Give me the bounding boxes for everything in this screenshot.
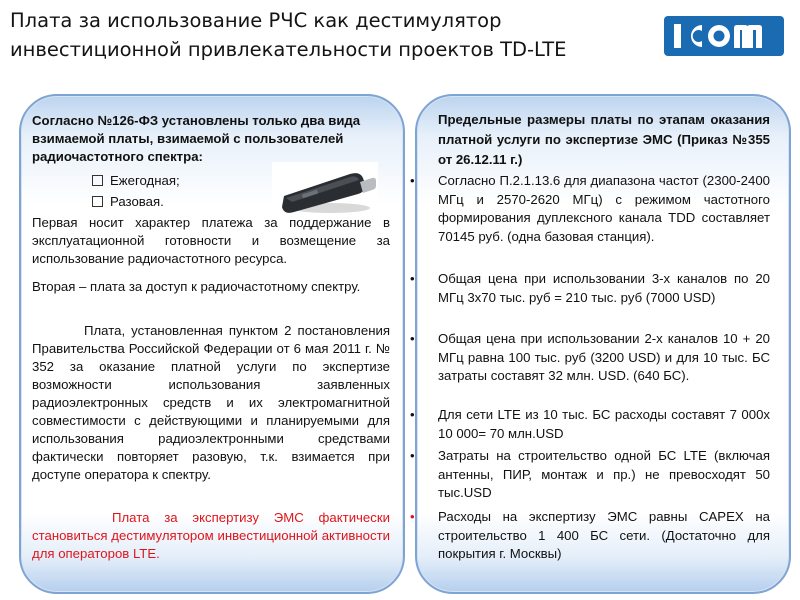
right-bullet-5: • Затраты на строительство одной БС LTE (включая антенны, ПИР, монтаж и пр.) не превосходят 50 тыс.USD [438, 447, 770, 503]
list-item-annual: Ежегодная; [92, 172, 180, 190]
left-intro: Согласно №126-ФЗ установлены только два вида взимаемой платы, взимаемой с пользователей радиочастотного спектра: [32, 113, 361, 164]
right-bullet-3: • Общая цена при использовании 2-х каналов 10 + 20 МГц равна 100 тыс. руб (3200 USD) и для 10 тыс. БС затраты составят 32 млн. USD. (640 БС). [438, 330, 770, 386]
left-paragraph-conclusion: Плата за экспертизу ЭМС фактически становиться дестимулятором инвестиционной активности для операторов LTE. [32, 510, 390, 561]
right-bullet-1: • Согласно П.2.1.13.6 для диапазона частот (2300-2400 МГц и 2570-2620 МГц) с режимом частотного формирования дуплексного канала TDD составляет 70145 руб. (одна базовая станция). [438, 172, 770, 246]
right-bullet-2: • Общая цена при использовании 3-х каналов по 20 МГц 3x70 тыс. руб = 210 тыс. руб (7000 USD) [438, 270, 770, 307]
right-bullet-6: • Расходы на экспертизу ЭМС равны CAPEX на строительство 1 400 БС сети. (Достаточно для покрытия г. Москвы) [438, 508, 770, 564]
slide-title [10, 6, 650, 64]
icom-logo [664, 16, 784, 56]
right-heading: Предельные размеры платы по этапам оказания платной услуги по экспертизе ЭМС (Приказ №355 от 26.12.11 г.) [438, 112, 770, 167]
checkbox-icon [92, 196, 103, 207]
checkbox-icon [92, 175, 103, 186]
left-paragraph-second-fee: Вторая – плата за доступ к радиочастотному спектру. [32, 279, 361, 294]
usb-modem-image [272, 162, 378, 220]
left-paragraph-resolution: Плата, установленная пунктом 2 постановления Правительства Российской Федерации от 6 мая 2011 г. № 352 за оказание платной услуги по экспертизе возможности использования заявленных радиоэлектронных средств и их электромагнитной совместимости с действующими и планируемыми для использования радиоэлектронными средствами фактически повторяет разовую, т.к. взимается при доступе оператора к спектру. [32, 323, 390, 482]
slide-title-line-2: инвестиционной привлекательности проектов TD-LTE [10, 38, 567, 61]
left-paragraph-first-fee: Первая носит характер платежа за поддержание в эксплуатационной готовности и возмещение за использование радиочастотного ресурса. [32, 215, 390, 266]
right-bullet-4: • Для сети LTE из 10 тыс. БС расходы составят 7 000х 10 000= 70 млн.USD [438, 406, 770, 443]
slide-title-line-1: Плата за использование РЧС как дестимулятор [10, 9, 502, 32]
list-item-one-time: Разовая. [92, 193, 164, 211]
